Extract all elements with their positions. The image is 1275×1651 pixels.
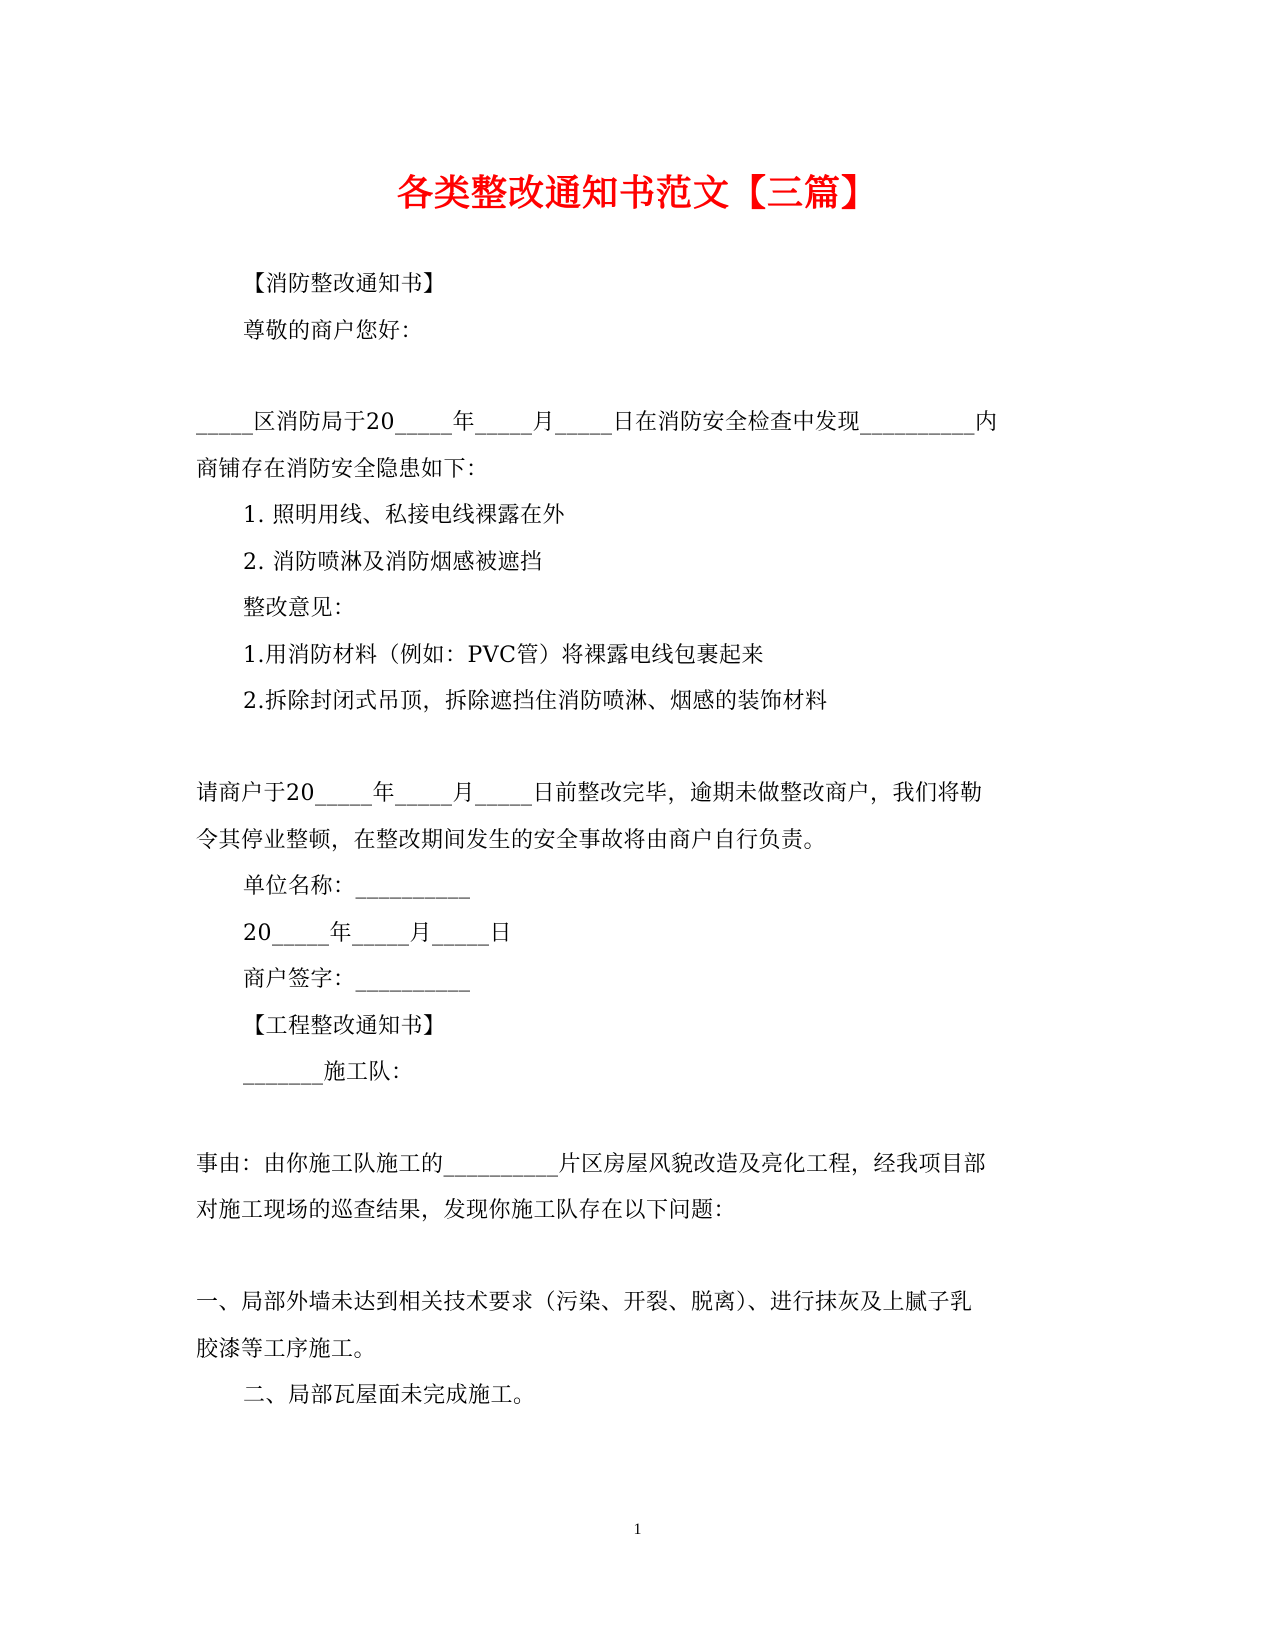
paragraph-line: 商铺存在消防安全隐患如下： bbox=[196, 457, 489, 482]
paragraph-line: 胶漆等工序施工。 bbox=[196, 1337, 377, 1362]
paragraph-line: 对施工现场的巡查结果，发现你施工队存在以下问题： bbox=[196, 1198, 737, 1223]
paragraph-line: 事由：由你施工队施工的__________片区房屋风貌改造及亮化工程，经我项目部 bbox=[196, 1152, 987, 1177]
merchant-signature-field: 商户签字：__________ bbox=[243, 967, 471, 992]
page-number: 1 bbox=[633, 1521, 642, 1538]
salutation: 尊敬的商户您好： bbox=[243, 319, 424, 344]
list-item: 1.用消防材料（例如：PVC管）将裸露电线包裹起来 bbox=[243, 643, 765, 668]
paragraph-line: 令其停业整顿，在整改期间发生的安全事故将由商户自行负责。 bbox=[196, 828, 827, 853]
paragraph-line: 二、局部瓦屋面未完成施工。 bbox=[243, 1383, 536, 1408]
list-item: 1. 照明用线、私接电线裸露在外 bbox=[243, 503, 565, 528]
section-heading-engineering: 【工程整改通知书】 bbox=[243, 1014, 446, 1039]
subheading-opinion: 整改意见： bbox=[243, 596, 356, 621]
paragraph-line: 请商户于20_____年_____月_____日前整改完毕，逾期未做整改商户，我们将勒 bbox=[196, 781, 983, 806]
date-field: 20_____年_____月_____日 bbox=[243, 921, 512, 946]
addressee-line: _______施工队： bbox=[243, 1060, 414, 1085]
paragraph-line: 一、局部外墙未达到相关技术要求（污染、开裂、脱离）、进行抹灰及上腻子乳 bbox=[196, 1290, 973, 1315]
list-item: 2. 消防喷淋及消防烟感被遮挡 bbox=[243, 550, 543, 575]
list-item: 2.拆除封闭式吊顶，拆除遮挡住消防喷淋、烟感的装饰材料 bbox=[243, 689, 828, 714]
document-title: 各类整改通知书范文【三篇】 bbox=[396, 172, 878, 214]
section-heading-fire: 【消防整改通知书】 bbox=[243, 272, 446, 297]
paragraph-line: _____区消防局于20_____年_____月_____日在消防安全检查中发现__________内 bbox=[196, 410, 998, 435]
unit-name-field: 单位名称：__________ bbox=[243, 874, 471, 899]
